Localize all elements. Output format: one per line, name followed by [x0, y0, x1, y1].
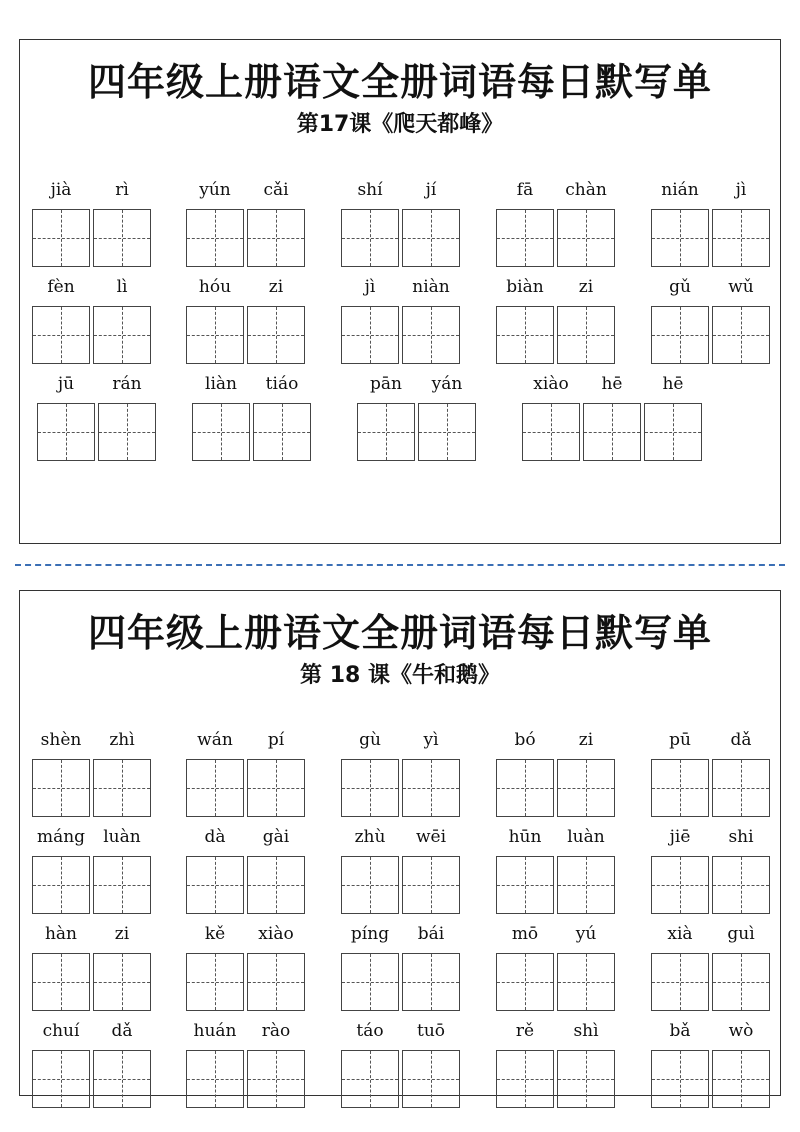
- writing-box[interactable]: [357, 403, 415, 461]
- writing-box[interactable]: [247, 759, 305, 817]
- writing-box[interactable]: [402, 209, 460, 267]
- writing-box[interactable]: [247, 209, 305, 267]
- pinyin-label: jí: [425, 180, 437, 200]
- writing-box[interactable]: [557, 306, 615, 364]
- pinyin-label: wán: [197, 730, 233, 750]
- writing-box[interactable]: [341, 953, 399, 1011]
- pinyin-label: dà: [204, 827, 226, 847]
- writing-box[interactable]: [247, 306, 305, 364]
- writing-box[interactable]: [32, 306, 90, 364]
- writing-box[interactable]: [712, 306, 770, 364]
- pinyin-label: píng: [350, 924, 390, 944]
- pinyin-label: zi: [578, 730, 594, 750]
- pinyin-label: jiē: [669, 827, 691, 847]
- pinyin-label: mō: [511, 924, 539, 944]
- writing-box[interactable]: [651, 953, 709, 1011]
- writing-box[interactable]: [644, 403, 702, 461]
- pinyin-label: shì: [573, 1021, 599, 1041]
- lesson-title: 第 18 课《牛和鹅》: [300, 663, 500, 688]
- pinyin-label: rì: [115, 180, 129, 200]
- writing-box[interactable]: [341, 1050, 399, 1108]
- writing-box[interactable]: [496, 856, 554, 914]
- pinyin-label: xiào: [258, 924, 294, 944]
- pinyin-label: fèn: [47, 277, 75, 297]
- pinyin-label: hàn: [44, 924, 78, 944]
- writing-box[interactable]: [93, 209, 151, 267]
- pinyin-label: jià: [50, 180, 72, 200]
- pinyin-label: bǎ: [669, 1021, 691, 1041]
- pinyin-label: luàn: [567, 827, 605, 847]
- pinyin-label: yún: [199, 180, 231, 200]
- writing-box[interactable]: [247, 1050, 305, 1108]
- pinyin-label: xiào: [533, 374, 569, 394]
- writing-box[interactable]: [651, 209, 709, 267]
- pinyin-label: bó: [514, 730, 536, 750]
- writing-box[interactable]: [583, 403, 641, 461]
- writing-box[interactable]: [247, 856, 305, 914]
- writing-box[interactable]: [557, 856, 615, 914]
- pinyin-label: zi: [578, 277, 594, 297]
- pinyin-label: fā: [516, 180, 534, 200]
- pinyin-label: dǎ: [111, 1021, 133, 1041]
- worksheet-section-lesson-18: [19, 590, 781, 1096]
- writing-box[interactable]: [557, 759, 615, 817]
- pinyin-label: jì: [364, 277, 376, 297]
- pinyin-label: rào: [261, 1021, 291, 1041]
- pinyin-label: yì: [423, 730, 439, 750]
- pinyin-label: xià: [667, 924, 693, 944]
- writing-box[interactable]: [93, 306, 151, 364]
- writing-box[interactable]: [712, 953, 770, 1011]
- writing-box[interactable]: [247, 953, 305, 1011]
- pinyin-label: zhì: [109, 730, 135, 750]
- writing-box[interactable]: [402, 856, 460, 914]
- writing-box[interactable]: [186, 306, 244, 364]
- writing-box[interactable]: [341, 759, 399, 817]
- pinyin-label: jì: [735, 180, 747, 200]
- writing-box[interactable]: [712, 1050, 770, 1108]
- writing-box[interactable]: [418, 403, 476, 461]
- writing-box[interactable]: [496, 306, 554, 364]
- pinyin-label: hūn: [508, 827, 542, 847]
- writing-box[interactable]: [32, 1050, 90, 1108]
- pinyin-label: cǎi: [263, 180, 289, 200]
- pinyin-label: hóu: [198, 277, 232, 297]
- writing-box[interactable]: [32, 856, 90, 914]
- pinyin-label: huán: [193, 1021, 237, 1041]
- pinyin-label: dǎ: [730, 730, 752, 750]
- writing-box[interactable]: [402, 306, 460, 364]
- writing-box[interactable]: [557, 209, 615, 267]
- writing-box[interactable]: [557, 953, 615, 1011]
- pinyin-label: zi: [268, 277, 284, 297]
- pinyin-label: zi: [114, 924, 130, 944]
- pinyin-label: hē: [662, 374, 684, 394]
- writing-box[interactable]: [496, 759, 554, 817]
- pinyin-label: luàn: [103, 827, 141, 847]
- pinyin-label: gài: [262, 827, 290, 847]
- writing-box[interactable]: [651, 759, 709, 817]
- writing-box[interactable]: [93, 856, 151, 914]
- writing-box[interactable]: [496, 1050, 554, 1108]
- pinyin-label: rě: [515, 1021, 535, 1041]
- writing-box[interactable]: [341, 306, 399, 364]
- pinyin-label: shèn: [40, 730, 82, 750]
- writing-box[interactable]: [341, 856, 399, 914]
- writing-box[interactable]: [32, 759, 90, 817]
- pinyin-label: lì: [116, 277, 128, 297]
- pinyin-label: yú: [575, 924, 597, 944]
- pinyin-label: wēi: [415, 827, 447, 847]
- pinyin-label: jū: [57, 374, 75, 394]
- pinyin-label: tuō: [416, 1021, 445, 1041]
- worksheet-section-lesson-17: [19, 39, 781, 544]
- writing-box[interactable]: [93, 759, 151, 817]
- writing-box[interactable]: [37, 403, 95, 461]
- writing-box[interactable]: [186, 953, 244, 1011]
- worksheet-title: 四年级上册语文全册词语每日默写单: [87, 610, 712, 655]
- pinyin-label: liàn: [205, 374, 237, 394]
- pinyin-label: chàn: [565, 180, 607, 200]
- pinyin-label: hē: [601, 374, 623, 394]
- writing-box[interactable]: [712, 209, 770, 267]
- pinyin-label: tiáo: [265, 374, 299, 394]
- pinyin-label: rán: [112, 374, 142, 394]
- writing-box[interactable]: [253, 403, 311, 461]
- worksheet-title: 四年级上册语文全册词语每日默写单: [87, 59, 712, 104]
- pinyin-label: guì: [727, 924, 755, 944]
- pinyin-label: pān: [370, 374, 402, 394]
- writing-box[interactable]: [32, 953, 90, 1011]
- writing-box[interactable]: [186, 856, 244, 914]
- pinyin-label: kě: [204, 924, 226, 944]
- pinyin-label: gù: [359, 730, 381, 750]
- writing-box[interactable]: [93, 1050, 151, 1108]
- writing-box[interactable]: [402, 759, 460, 817]
- pinyin-label: niàn: [412, 277, 450, 297]
- writing-box[interactable]: [651, 856, 709, 914]
- writing-box[interactable]: [402, 1050, 460, 1108]
- writing-box[interactable]: [496, 953, 554, 1011]
- pinyin-label: táo: [356, 1021, 384, 1041]
- writing-box[interactable]: [522, 403, 580, 461]
- writing-box[interactable]: [712, 856, 770, 914]
- writing-box[interactable]: [651, 306, 709, 364]
- pinyin-label: shi: [728, 827, 754, 847]
- writing-box[interactable]: [98, 403, 156, 461]
- lesson-title: 第17课《爬天都峰》: [296, 112, 504, 137]
- pinyin-label: gǔ: [669, 277, 691, 297]
- writing-box[interactable]: [192, 403, 250, 461]
- writing-box[interactable]: [186, 209, 244, 267]
- pinyin-label: biàn: [506, 277, 544, 297]
- pinyin-label: yán: [431, 374, 463, 394]
- pinyin-label: bái: [417, 924, 445, 944]
- writing-box[interactable]: [402, 953, 460, 1011]
- pinyin-label: wò: [728, 1021, 754, 1041]
- pinyin-label: pí: [267, 730, 285, 750]
- writing-box[interactable]: [496, 209, 554, 267]
- writing-box[interactable]: [93, 953, 151, 1011]
- pinyin-label: máng: [36, 827, 86, 847]
- pinyin-label: shí: [357, 180, 383, 200]
- writing-box[interactable]: [341, 209, 399, 267]
- writing-box[interactable]: [651, 1050, 709, 1108]
- pinyin-label: wǔ: [728, 277, 754, 297]
- writing-box[interactable]: [32, 209, 90, 267]
- writing-box[interactable]: [557, 1050, 615, 1108]
- pinyin-label: zhù: [354, 827, 386, 847]
- cut-line-divider: [15, 564, 785, 566]
- pinyin-label: pū: [669, 730, 691, 750]
- writing-box[interactable]: [186, 759, 244, 817]
- pinyin-label: chuí: [42, 1021, 80, 1041]
- writing-box[interactable]: [186, 1050, 244, 1108]
- pinyin-label: nián: [661, 180, 699, 200]
- writing-box[interactable]: [712, 759, 770, 817]
